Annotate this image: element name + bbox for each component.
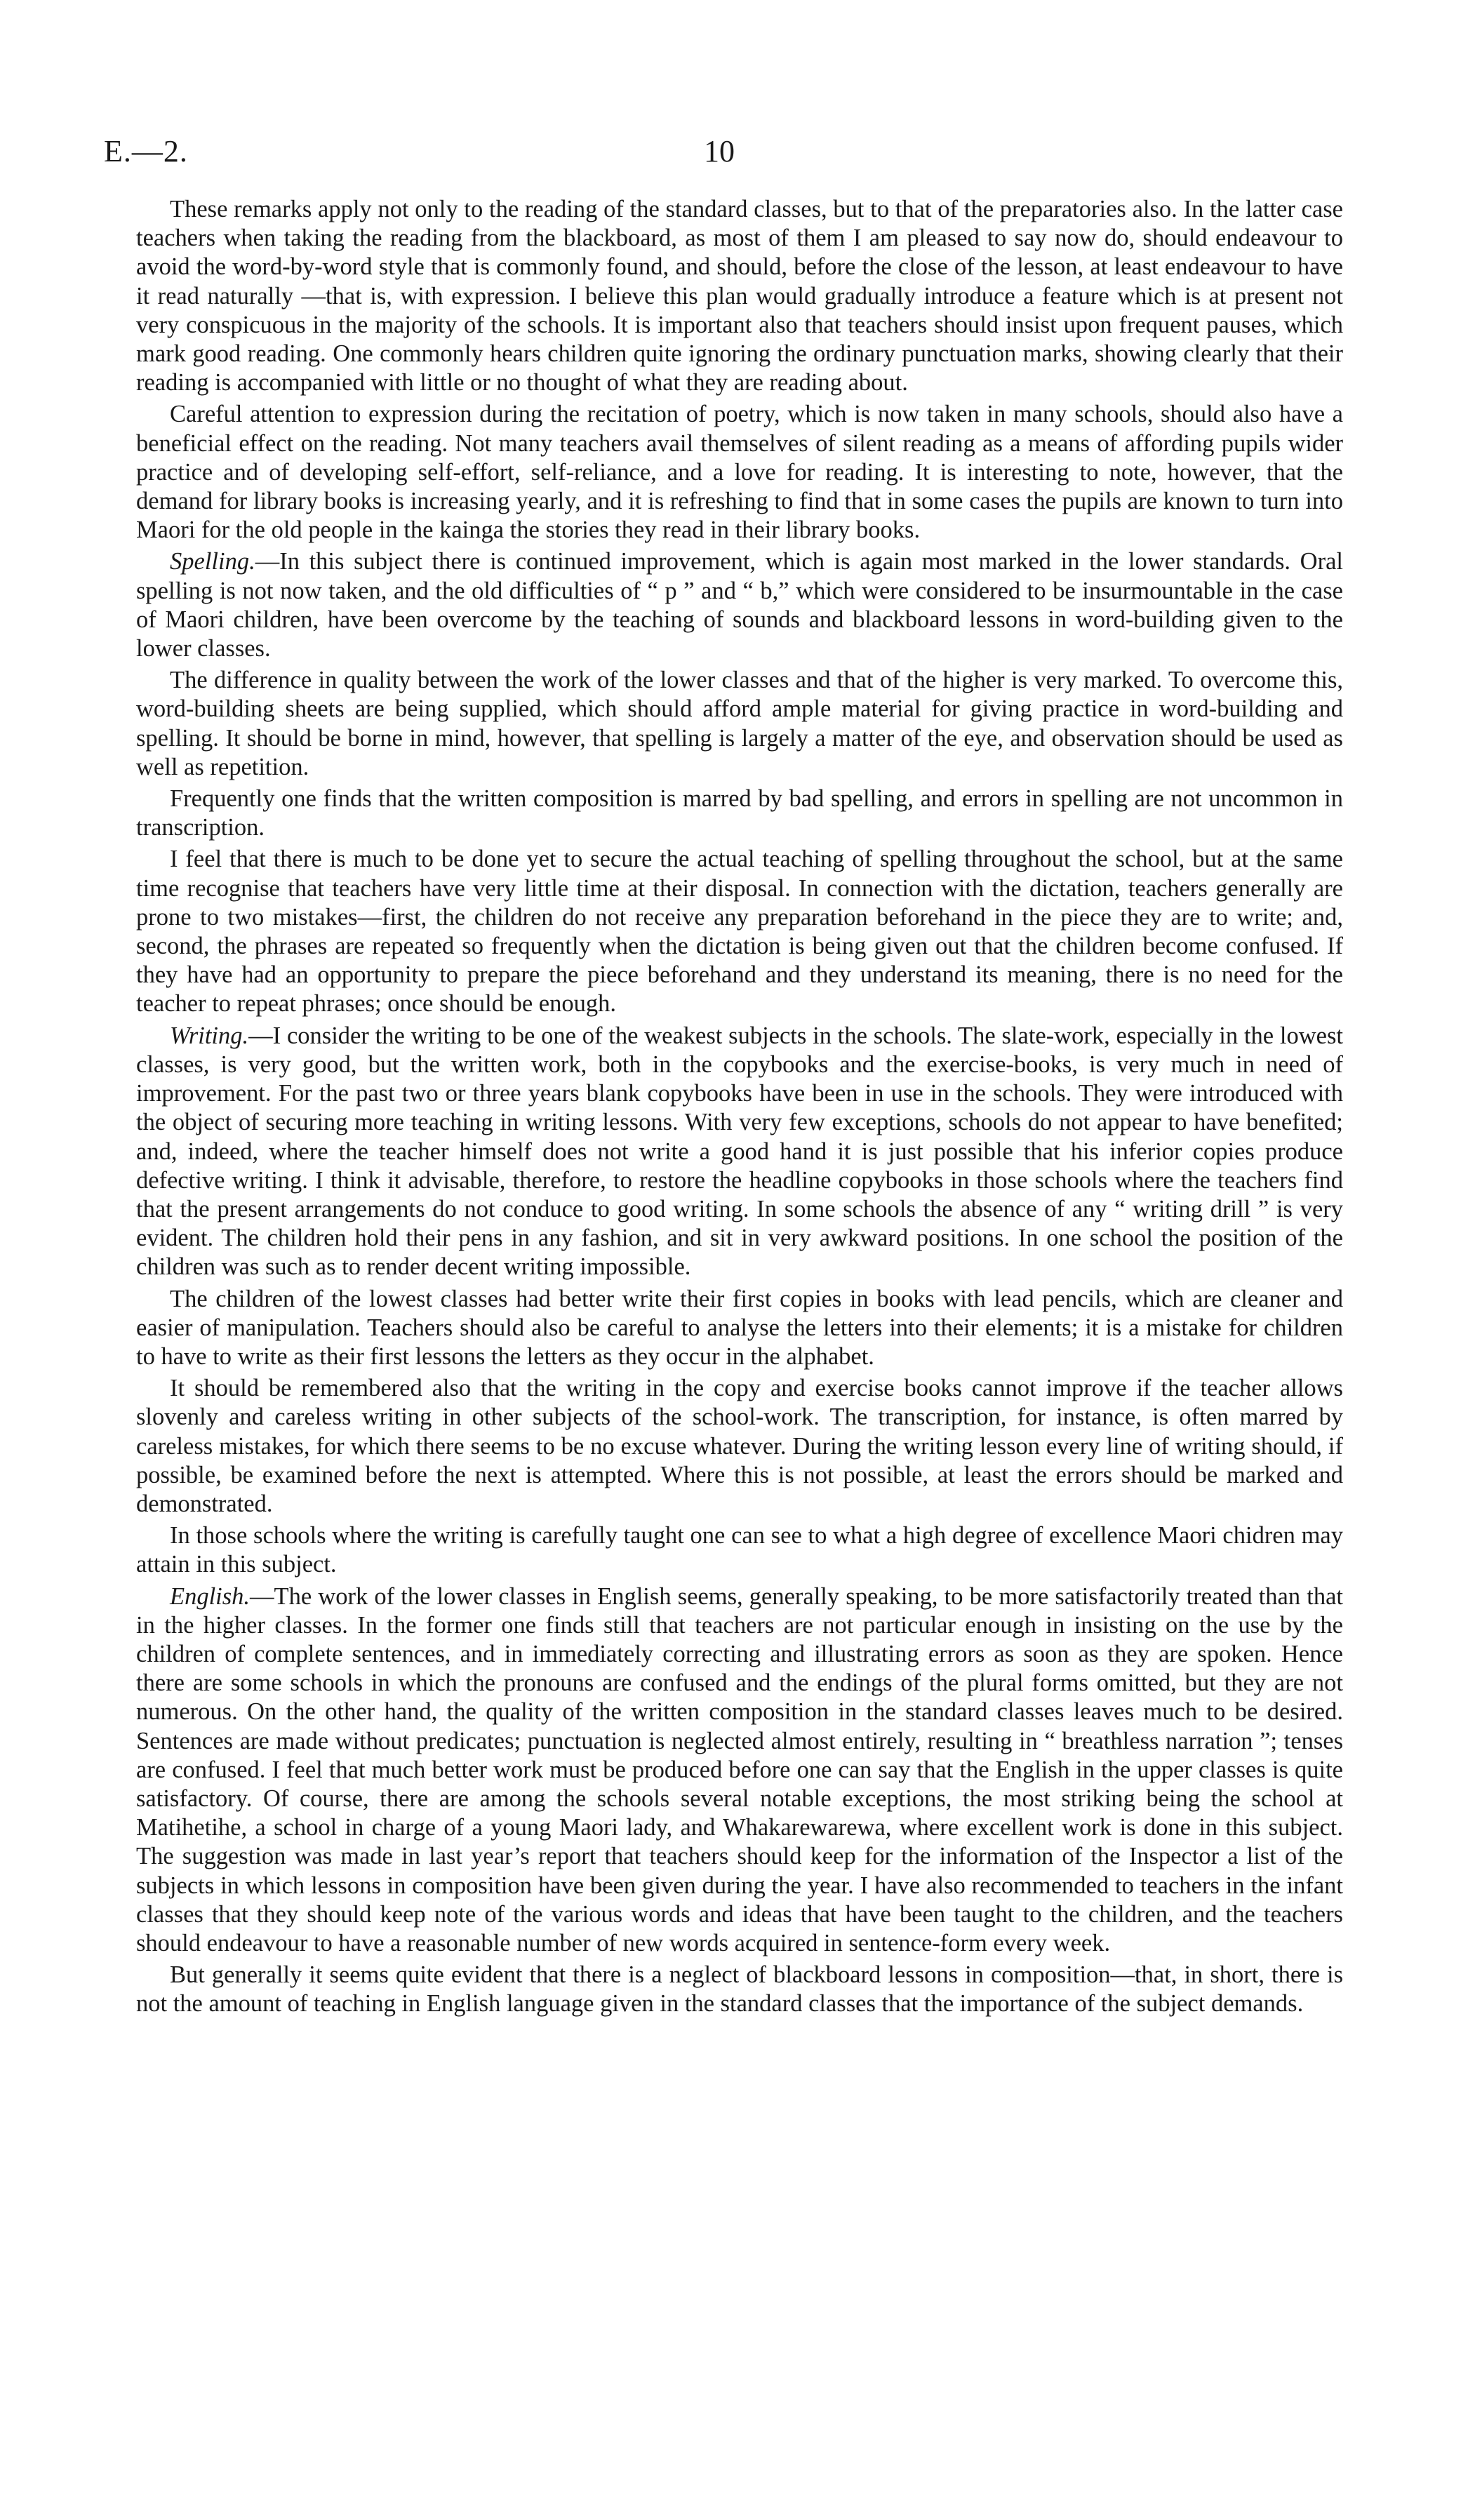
paragraph-text: —In this subject there is continued improvement, which is again most marked in the lower standards. Oral spelling is not now taken, and the old difficulties of “ p ” and “ b,” which were considered to be insurmountable in the case of Maori children, have been overcome by the teaching of sounds and blackboard lessons in word-building given to the lower classes. xyxy=(136,548,1343,662)
paragraph-text: These remarks apply not only to the reading of the standard classes, but to that of the preparatories also. In the latter case teachers when taking the reading from the blackboard, as most of them I am pleased to say now do, should endeavour to avoid the word-by-word style that is commonly found, and should, before the close of the lesson, at least endeavour to have it read naturally —that is, with expression. I believe this plan would gradually introduce a feature which is at present not very conspicuous in the majority of the schools. It is important also that teachers should insist upon frequent pauses, which mark good reading. One commonly hears children quite ignoring the ordinary punctuation marks, showing clearly that their reading is accompanied with little or no thought of what they are reading about. xyxy=(136,196,1343,396)
paragraph xyxy=(136,195,1343,397)
paragraph xyxy=(136,400,1343,545)
paragraph-text: It should be remembered also that the writing in the copy and exercise books cannot improve if the teacher allows slovenly and careless writing in other subjects of the school-work. The transcription, for instance, is often marred by careless mistakes, for which there seems to be no excuse whatever. During the writing lesson every line of writing should, if possible, be examined before the next is attempted. Where this is not possible, at least the errors should be marked and demonstrated. xyxy=(136,1375,1343,1517)
paragraph-text: —I consider the writing to be one of the weakest subjects in the schools. The slate-work, especially in the lowest classes, is very good, but the written work, both in the copybooks and the exercise-books, is very much in need of improvement. For the past two or three years blank copybooks have been in use in the schools. They were introduced with the object of securing more teaching in writing lessons. With very few exceptions, schools do not appear to have benefited; and, indeed, where the teacher himself does not write a good hand it is just possible that his inferior copies produce defective writing. I think it advisable, therefore, to restore the headline copybooks in those schools where the teachers find that the present arrangements do not conduce to good writing. In some schools the absence of any “ writing drill ” is very evident. The children hold their pens in any fashion, and sit in very awkward positions. In one school the position of the children was such as to render decent writing impossible. xyxy=(136,1022,1343,1281)
paragraph xyxy=(136,1521,1343,1579)
page-header xyxy=(104,133,1346,175)
paragraph-text: Careful attention to expression during the recitation of poetry, which is now taken in many schools, should also have a beneficial effect on the reading. Not many teachers avail themselves of silent reading as a means of affording pupils wider practice and of developing self-effort, self-reliance, and a love for reading. It is interesting to note, however, that the demand for library books is increasing yearly, and it is refreshing to find that in some cases the pupils are known to turn into Maori for the old people in the kainga the stories they read in their library books. xyxy=(136,401,1343,544)
paragraph xyxy=(136,845,1343,1018)
paragraph xyxy=(136,1961,1343,2018)
paragraph-text: The children of the lowest classes had better write their first copies in books with lead pencils, which are cleaner and easier of manipulation. Teachers should also be careful to analyse the letters into their elements; it is a mistake for children to have to write as their first lessons the letters as they occur in the alphabet. xyxy=(136,1285,1343,1370)
paragraph-text: —The work of the lower classes in English seems, generally speaking, to be more satisfactorily treated than that in the higher classes. In the former one finds still that teachers are not particular enough in insisting on the use by the children of complete sentences, and in immediately correcting and illustrating errors as soon as they are spoken. Hence there are some schools in which the pronouns are confused and the endings of the plural forms omitted, but they are not numerous. On the other hand, the quality of the written composition in the standard classes leaves much to be desired. Sentences are made without predicates; punctuation is neglected almost entirely, resulting in “ breathless narration ”; tenses are confused. I feel that much better work must be produced before one can say that the English in the upper classes is quite satisfactory. Of course, there are among the schools several notable exceptions, the most striking being the school at Matihetihe, a school in charge of a young Maori lady, and Whakarewarewa, where excellent work is done in this subject. The suggestion was made in last year’s report that teachers should keep for the information of the Inspector a list of the subjects in which lessons in composition have been given during the year. I have also recommended to teachers in the infant classes that they should keep note of the various words and ideas that have been taught to the children, and the teachers should endeavour to have a reasonable number of new words acquired in sentence-form every week. xyxy=(136,1582,1343,1956)
paragraph xyxy=(136,1285,1343,1372)
section-heading-writing: Writing. xyxy=(170,1022,249,1049)
paragraph-text: I feel that there is much to be done yet to secure the actual teaching of spelling throughout the school, but at the same time recognise that teachers have very little time at their disposal. In connection with the dictation, teachers generally are prone to two mistakes—first, the children do not receive any preparation beforehand in the piece they are to write; and, second, the phrases are repeated so frequently when the dictation is being given out that the children become confused. If they have had an opportunity to prepare the piece beforehand and they understand its meaning, there is no need for the teacher to repeat phrases; once should be enough. xyxy=(136,846,1343,1018)
paragraph-writing xyxy=(136,1022,1343,1282)
page-number: 10 xyxy=(704,134,735,168)
document-reference: E.—2. xyxy=(104,134,188,168)
paragraph xyxy=(136,1374,1343,1519)
paragraph-text: The difference in quality between the work of the lower classes and that of the higher is very marked. To overcome this, word-building sheets are being supplied, which should afford ample material for giving practice in word-building and spelling. It should be borne in mind, however, that spelling is largely a matter of the eye, and observation should be used as well as repetition. xyxy=(136,667,1343,780)
paragraph-text: Frequently one finds that the written composition is marred by bad spelling, and errors in spelling are not uncommon in transcription. xyxy=(136,785,1343,841)
body-text xyxy=(136,195,1343,2022)
paragraph-text: But generally it seems quite evident that there is a neglect of blackboard lessons in composition—that, in short, there is not the amount of teaching in English language given in the standard classes that the importance of the subject demands. xyxy=(136,1961,1343,2018)
paragraph xyxy=(136,666,1343,782)
paragraph-english xyxy=(136,1582,1343,1959)
paragraph-spelling xyxy=(136,547,1343,663)
paragraph xyxy=(136,785,1343,842)
paragraph-text: In those schools where the writing is carefully taught one can see to what a high degree of excellence Maori chidren may attain in this subject. xyxy=(136,1522,1343,1578)
section-heading-spelling: Spelling. xyxy=(170,548,255,575)
section-heading-english: English. xyxy=(170,1582,251,1610)
